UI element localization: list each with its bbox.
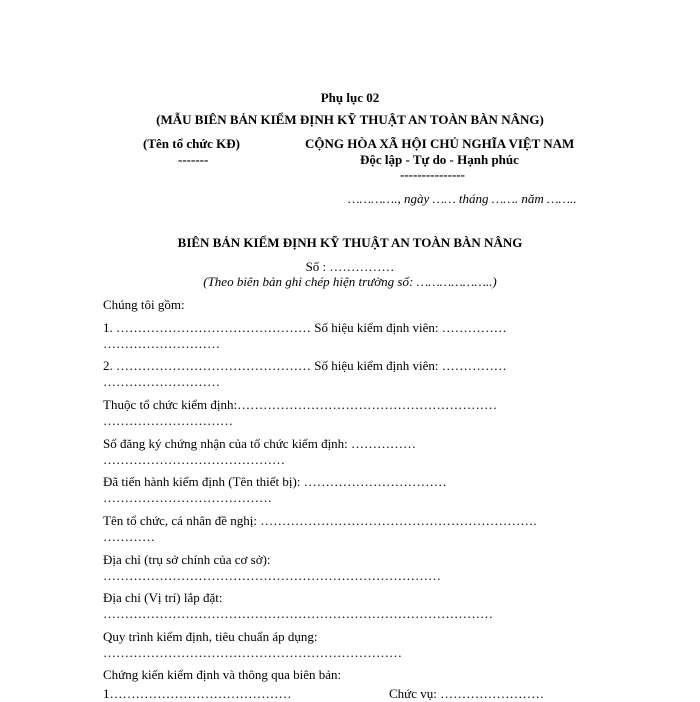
witness-label: Chứng kiến kiểm định và thông qua biên bản: — [103, 667, 342, 682]
org-dashes: ------- — [178, 152, 209, 167]
reg-number-line: Số đăng ký chứng nhận của tổ chức kiểm định: …………… — [103, 436, 417, 451]
requester-cont: ………… — [103, 529, 155, 544]
record-note: (Theo biên bản ghi chép hiện trường số: ………………..) — [203, 274, 497, 289]
inspector1-line: 1. ……………………………………… Số hiệu kiểm định viên: …………… — [103, 320, 507, 335]
country-name: CỘNG HÒA XÃ HỘI CHỦ NGHĨA VIỆT NAM — [305, 136, 575, 151]
address-install-cont: ……………………………………………………………………………… — [103, 606, 493, 621]
address-install-label: Địa chỉ (Vị trí) lắp đặt: — [103, 590, 223, 605]
motto-dashes: --------------- — [400, 167, 465, 182]
witness1-line: 1…………………………………… — [103, 686, 292, 701]
inspector2-cont: ……………………… — [103, 374, 220, 389]
belongs-org-cont: ………………………… — [103, 413, 233, 428]
requester-line: Tên tổ chức, cá nhân đề nghị: ………………………………………………………. — [103, 513, 537, 528]
belongs-org-line: Thuộc tổ chức kiểm định:…………………………………………………… — [103, 397, 498, 412]
appendix-label: Phụ lục 02 — [320, 90, 380, 105]
conducted-cont: ………………………………… — [103, 490, 272, 505]
form-title: (MẪU BIÊN BẢN KIỂM ĐỊNH KỸ THUẬT AN TOÀN BÀN NÂNG) — [156, 112, 544, 127]
inspector1-cont: ……………………… — [103, 336, 220, 351]
inspector2-line: 2. ……………………………………… Số hiệu kiểm định viên: …………… — [103, 358, 507, 373]
address-main-cont: …………………………………………………………………… — [103, 568, 441, 583]
conducted-line: Đã tiến hành kiểm định (Tên thiết bị): …………………………… — [103, 474, 447, 489]
procedure-cont: …………………………………………………………… — [103, 645, 402, 660]
we-include-label: Chúng tôi gồm: — [103, 297, 185, 312]
procedure-label: Quy trình kiểm định, tiêu chuẩn áp dụng: — [103, 629, 318, 644]
report-title: BIÊN BẢN KIỂM ĐỊNH KỸ THUẬT AN TOÀN BÀN NÂNG — [177, 235, 523, 250]
date-line: …………., ngày …… tháng ……. năm …….. — [348, 191, 577, 206]
reg-number-cont: …………………………………… — [103, 452, 285, 467]
motto: Độc lập - Tự do - Hạnh phúc — [360, 152, 519, 167]
report-number: Số : …………… — [305, 259, 395, 274]
position-line: Chức vụ: …………………… — [389, 686, 545, 701]
org-name: (Tên tổ chức KĐ) — [143, 136, 240, 151]
address-main-label: Địa chỉ (trụ sở chính của cơ sở): — [103, 552, 271, 567]
